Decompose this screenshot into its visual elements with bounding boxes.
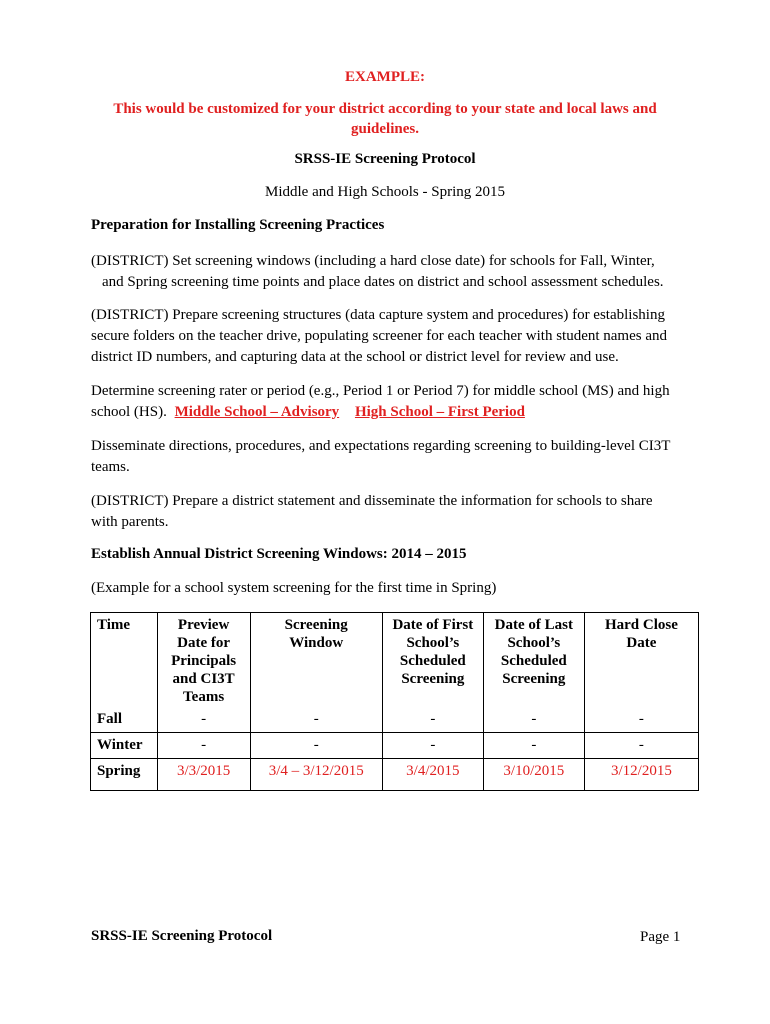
windows-note: (Example for a school system screening for the first time in Spring) — [91, 580, 497, 596]
row-time-label: Fall — [91, 708, 158, 733]
header-hard-close: Hard Close Date — [584, 613, 698, 709]
table-cell: - — [250, 733, 382, 759]
header-last-date: Date of Last School’s Scheduled Screening — [483, 613, 584, 709]
windows-heading: Establish Annual District Screening Windows: 2014 – 2015 — [91, 546, 467, 562]
customize-note-line1: This would be customized for your district according to your state and local laws and — [113, 101, 657, 117]
table-header-row — [91, 613, 699, 709]
prep-item-2-line2: secure folders on the teacher drive, populating screener for each teacher with student names and — [91, 328, 667, 344]
prep-item-2-line1: (DISTRICT) Prepare screening structures (data capture system and procedures) for establishing — [91, 307, 665, 323]
table-cell: - — [483, 733, 584, 759]
table-cell: - — [483, 708, 584, 733]
document-title: SRSS-IE Screening Protocol — [294, 151, 476, 167]
prep-item-1-line2: and Spring screening time points and place dates on district and school assessment schedules. — [102, 274, 664, 290]
preparation-heading: Preparation for Installing Screening Practices — [91, 217, 385, 233]
prep-item-5 — [91, 491, 691, 533]
header-time: Time — [91, 613, 158, 709]
document-subtitle: Middle and High Schools - Spring 2015 — [265, 184, 505, 200]
table-row — [91, 759, 699, 791]
customize-note-line2: guidelines. — [351, 121, 419, 137]
prep-item-5-line1: (DISTRICT) Prepare a district statement and disseminate the information for schools to share — [91, 493, 653, 509]
prep-item-3 — [91, 381, 691, 423]
example-label: EXAMPLE: — [345, 69, 425, 85]
table-cell: - — [382, 733, 483, 759]
screening-windows-table — [90, 612, 699, 791]
header-screening-window: Screening Window — [250, 613, 382, 709]
page-number: Page 1 — [640, 929, 681, 945]
table-cell: 3/4/2015 — [382, 759, 483, 791]
table-cell: - — [157, 708, 250, 733]
prep-item-4-line2: teams. — [91, 459, 130, 475]
prep-item-4-line1: Disseminate directions, procedures, and expectations regarding screening to building-level CI3T — [91, 438, 671, 454]
prep-item-2-line3: district ID numbers, and capturing data at the school or district level for review and use. — [91, 349, 619, 365]
table-cell: - — [382, 708, 483, 733]
table-cell: - — [584, 733, 698, 759]
table-cell: - — [250, 708, 382, 733]
table-row — [91, 733, 699, 759]
table-cell: - — [157, 733, 250, 759]
table-cell: 3/10/2015 — [483, 759, 584, 791]
table-row — [91, 708, 699, 733]
header-preview-date: Preview Date for Principals and CI3T Teams — [157, 613, 250, 709]
prep-item-3-line1: Determine screening rater or period (e.g., Period 1 or Period 7) for middle school (MS) and high — [91, 383, 670, 399]
footer-title: SRSS-IE Screening Protocol — [91, 928, 273, 944]
ms-rater-value: Middle School – Advisory — [174, 404, 340, 420]
prep-item-3-line2-prefix: school (HS). — [91, 404, 167, 420]
header-first-date: Date of First School’s Scheduled Screening — [382, 613, 483, 709]
hs-rater-value: High School – First Period — [354, 404, 525, 420]
prep-item-1-line1: (DISTRICT) Set screening windows (including a hard close date) for schools for Fall, Winter, — [91, 253, 655, 269]
prep-item-5-line2: with parents. — [91, 514, 169, 530]
row-time-label: Spring — [91, 759, 158, 791]
table-cell: 3/12/2015 — [584, 759, 698, 791]
row-time-label: Winter — [91, 733, 158, 759]
prep-item-2 — [91, 305, 691, 368]
table-cell: - — [584, 708, 698, 733]
prep-item-4 — [91, 436, 691, 478]
prep-item-1 — [91, 251, 691, 293]
table-cell: 3/3/2015 — [157, 759, 250, 791]
table-cell: 3/4 – 3/12/2015 — [250, 759, 382, 791]
